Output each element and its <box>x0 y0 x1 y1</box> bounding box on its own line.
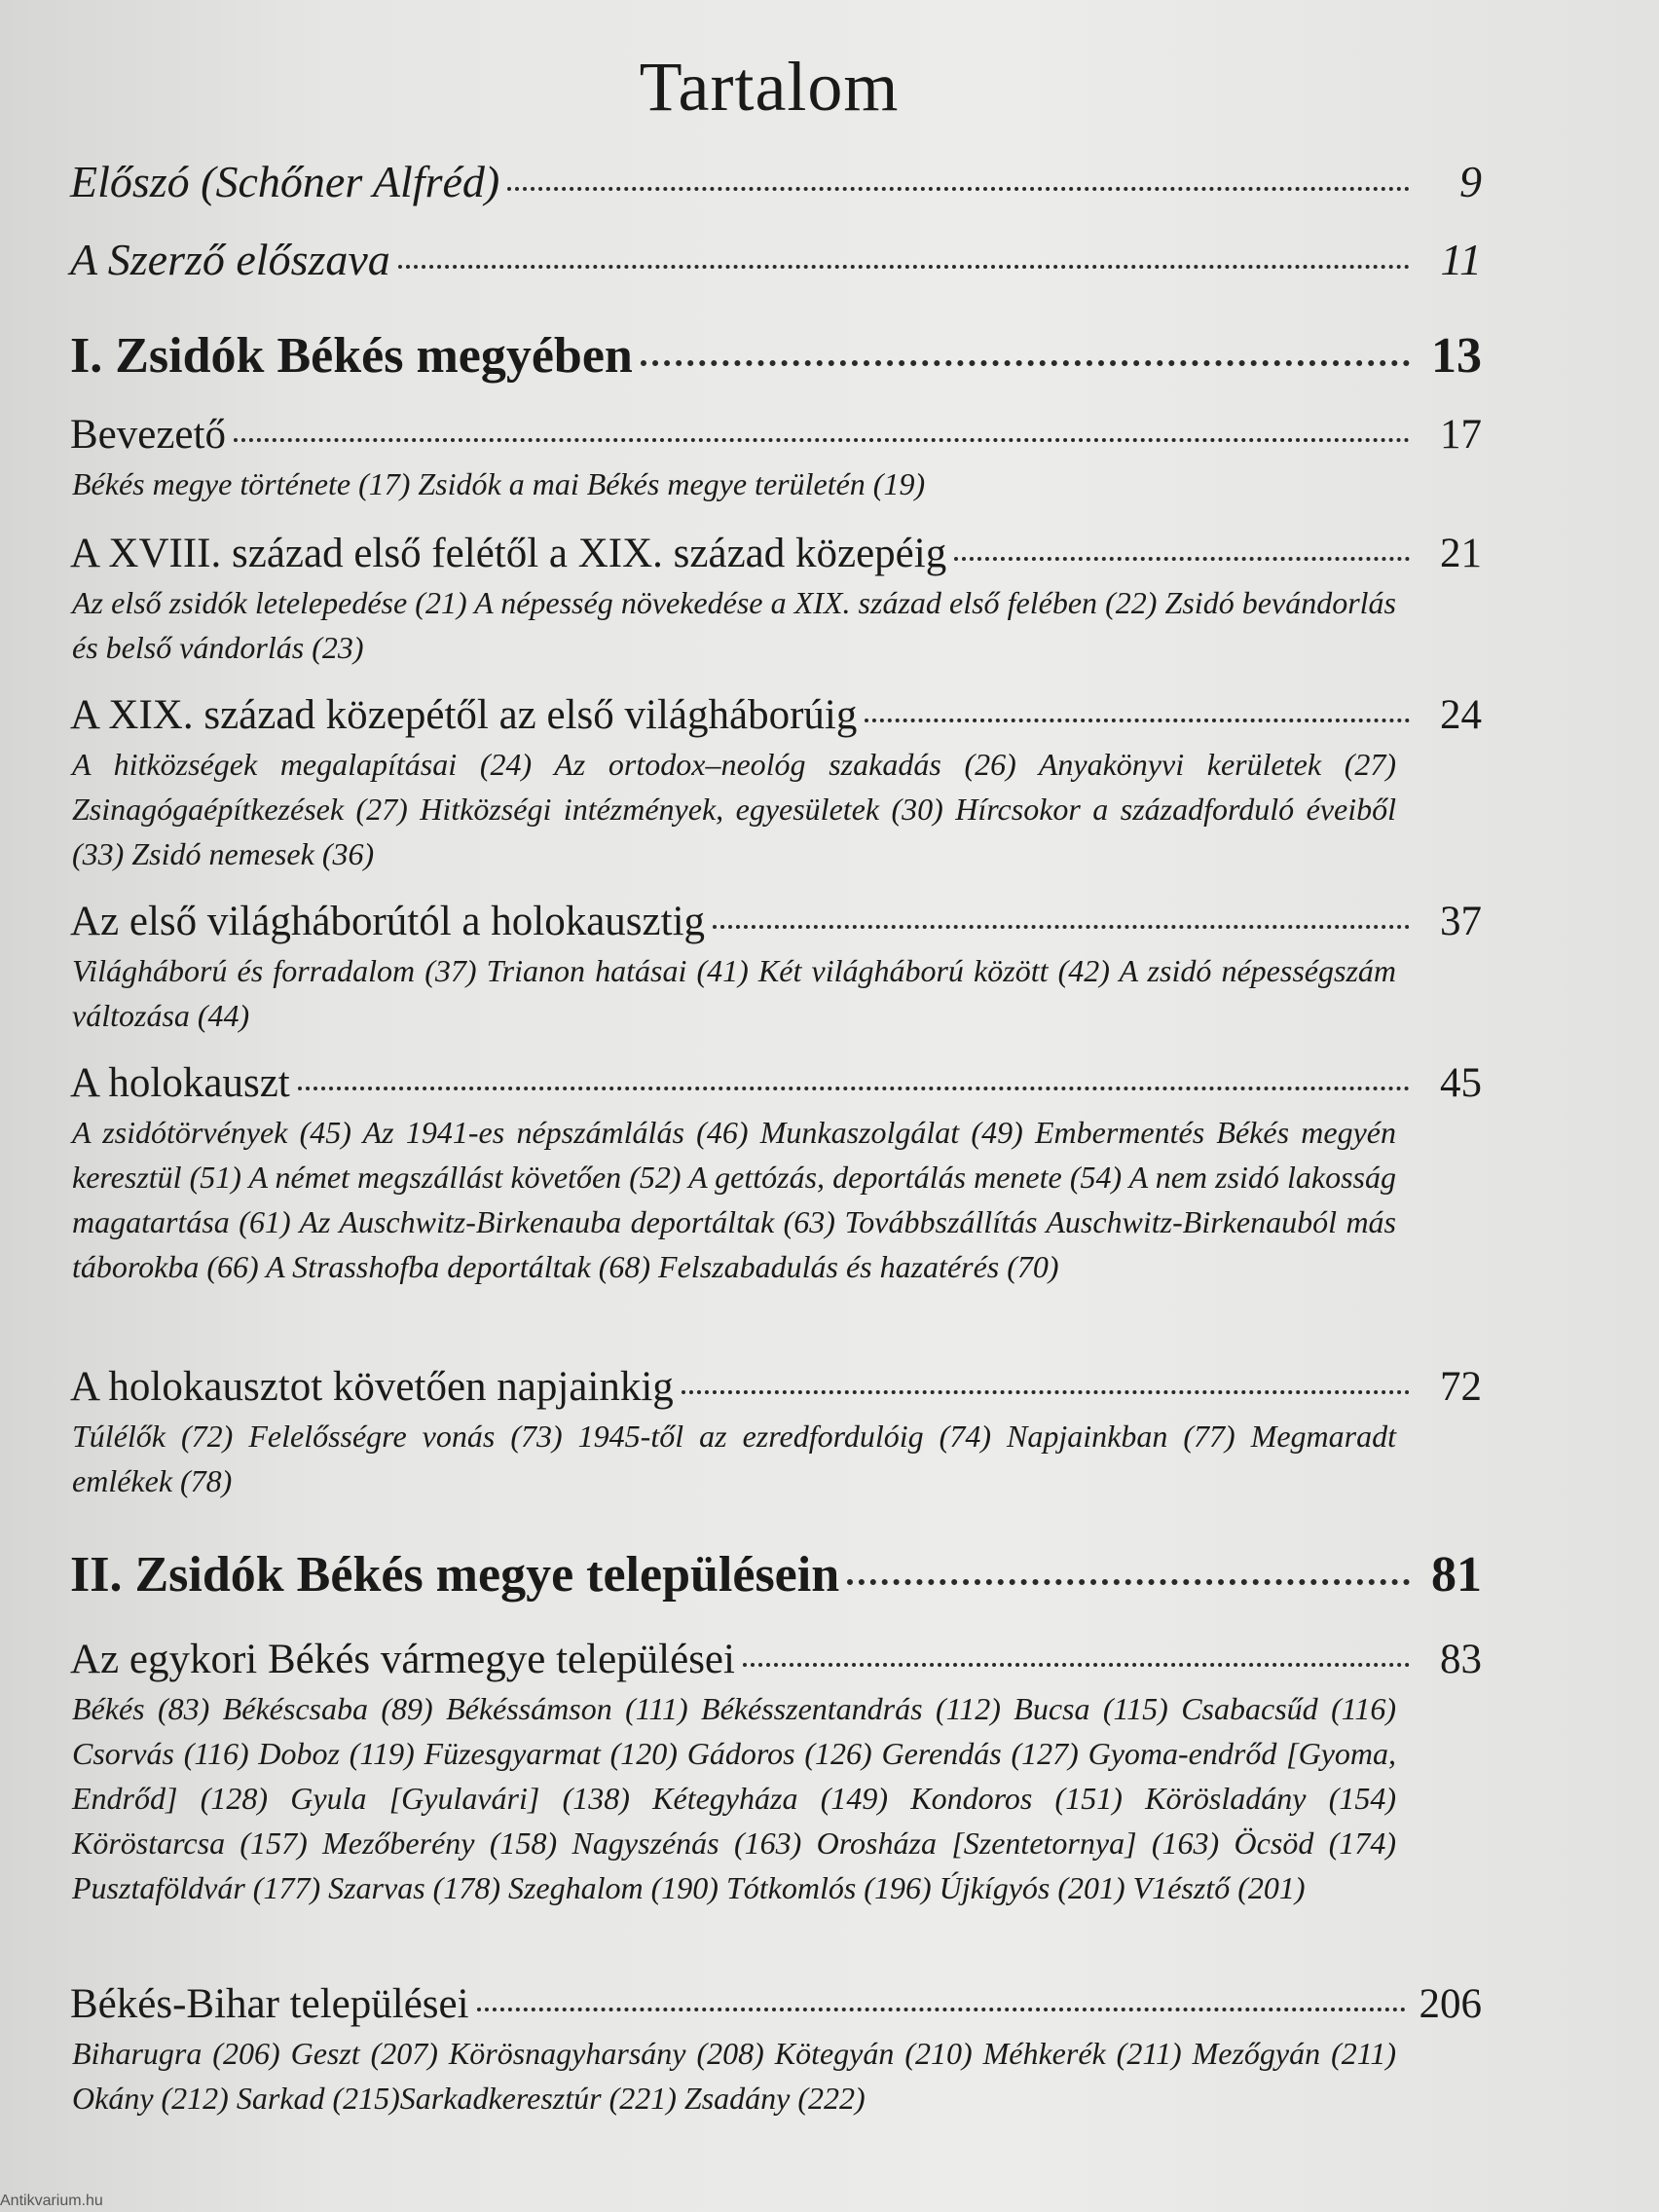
dot-leader <box>477 2008 1406 2011</box>
toc-chapter <box>70 1363 1482 1411</box>
toc-subsections: Az első zsidók letelepedése (21) A népesség növekedése a XIX. század első felében (22) Zsidó bevándorlás és belső vándorlás (23) <box>72 585 1396 665</box>
toc-subsections: Túlélők (72) Felelősségre vonás (73) 1945-től az ezredfordulóig (74) Napjainkban (77) Megmaradt emlékek (78) <box>72 1419 1396 1498</box>
toc-part-2 <box>70 1546 1482 1604</box>
dot-leader <box>713 925 1410 929</box>
toc-chapter-label: Az első világháborútól a holokausztig <box>70 899 706 944</box>
toc-page-number: 45 <box>1440 1060 1482 1106</box>
toc-entry-label: Előszó (Schőner Alfréd) <box>70 157 500 206</box>
dot-leader <box>507 187 1410 191</box>
toc-part-label: II. Zsidók Békés megye településein <box>70 1547 840 1603</box>
toc-part-label: I. Zsidók Békés megyében <box>70 328 633 384</box>
toc-page-number: 17 <box>1440 412 1482 458</box>
toc-chapter-label: Békés-Bihar települései <box>70 1981 469 2027</box>
toc-page-number: 9 <box>1459 157 1482 206</box>
toc-entry-author-foreword <box>70 234 1482 285</box>
toc-subsections: Világháború és forradalom (37) Trianon hatásai (41) Két világháború között (42) A zsidó népességszám változása (44) <box>72 953 1396 1033</box>
dot-leader <box>641 360 1410 366</box>
toc-page-number: 11 <box>1440 235 1482 284</box>
toc-page-number: 13 <box>1431 328 1482 384</box>
dot-leader <box>234 438 1410 442</box>
dot-leader <box>398 265 1410 269</box>
dot-leader <box>743 1663 1410 1667</box>
toc-subsections: Békés (83) Békéscsaba (89) Békéssámson (111) Békésszentandrás (112) Bucsa (115) Csabacsűd (116) Csorvás (116) Doboz (119) Füzesgyarmat (120) Gádoros (126) Gerendás (127) Gyoma-endrőd [Gyoma, Endrőd] (128) Gyula [Gyulavári] (138) Kétegyháza (149) Kondoros (151) Körösladány (154) Köröstarcsa (157) Mezőberény (158) Nagyszénás (163) Orosháza [Szentetornya] (163) Öcsöd (174) Pusztaföldvár (177) Szarvas (178) Szeghalom (190) Tótkomlós (196) Újkígyós (201) V1észtő (201) <box>72 1691 1396 1905</box>
toc-subsections: A hitközségek megalapításai (24) Az ortodox–neológ szakadás (26) Anyakönyvi kerületek (27) Zsinagógaépítkezések (27) Hitközségi intézmények, egyesületek (30) Hírcsokor a századforduló éveiből (33) Zsidó nemesek (36) <box>72 747 1396 871</box>
dot-leader <box>954 557 1410 561</box>
toc-entry-foreword <box>70 156 1482 207</box>
toc-chapter-label: Az egykori Békés vármegye települései <box>70 1637 735 1682</box>
dot-leader <box>298 1087 1410 1090</box>
toc-page-number: 37 <box>1440 899 1482 944</box>
toc-chapter-label: A holokausztot követően napjainkig <box>70 1364 674 1410</box>
toc-chapter-label: A holokauszt <box>70 1060 290 1106</box>
toc-subsections: A zsidótörvények (45) Az 1941-es népszámlálás (46) Munkaszolgálat (49) Embermentés Békés megyén keresztül (51) A német megszállást követően (52) A gettózás, deportálás menete (54) A nem zsidó lakosság magatartása (61) Az Auschwitz-Birkenauba deportáltak (63) Továbbszállítás Auschwitz-Birkenauból más táborokba (66) A Strasshofba deportáltak (68) Felszabadulás és hazatérés (70) <box>72 1115 1396 1284</box>
toc-chapter <box>70 530 1482 577</box>
dot-leader <box>865 719 1410 722</box>
toc-subsections: Békés megye története (17) Zsidók a mai Békés megye területén (19) <box>72 466 926 501</box>
toc-page-number: 81 <box>1431 1547 1482 1603</box>
toc-chapter <box>70 691 1482 739</box>
toc-page-number: 21 <box>1440 531 1482 576</box>
toc-chapter <box>70 411 1482 459</box>
toc-chapter <box>70 1980 1482 2028</box>
toc-chapter-label: A XIX. század közepétől az első világháborúig <box>70 692 858 738</box>
toc-chapter <box>70 1059 1482 1107</box>
toc-page-number: 24 <box>1440 692 1482 738</box>
watermark-text: Antikvarium.hu <box>0 2193 103 2209</box>
toc-subsections: Biharugra (206) Geszt (207) Körösnagyharsány (208) Kötegyán (210) Méhkerék (211) Mezőgyán (211) Okány (212) Sarkad (215)Sarkadkeresztúr (221) Zsadány (222) <box>72 2036 1396 2116</box>
dot-leader <box>682 1390 1410 1394</box>
toc-part-1 <box>70 327 1482 385</box>
toc-page-number: 72 <box>1440 1364 1482 1410</box>
toc-chapter <box>70 1636 1482 1683</box>
dot-leader <box>847 1579 1410 1585</box>
page-title: Tartalom <box>639 48 900 126</box>
toc-page-number: 206 <box>1419 1981 1482 2027</box>
toc-chapter <box>70 898 1482 945</box>
toc-entry-label: A Szerző előszava <box>70 235 390 284</box>
toc-chapter-label: Bevezető <box>70 412 226 458</box>
toc-page-number: 83 <box>1440 1637 1482 1682</box>
toc-chapter-label: A XVIII. század első felétől a XIX. század közepéig <box>70 531 947 576</box>
